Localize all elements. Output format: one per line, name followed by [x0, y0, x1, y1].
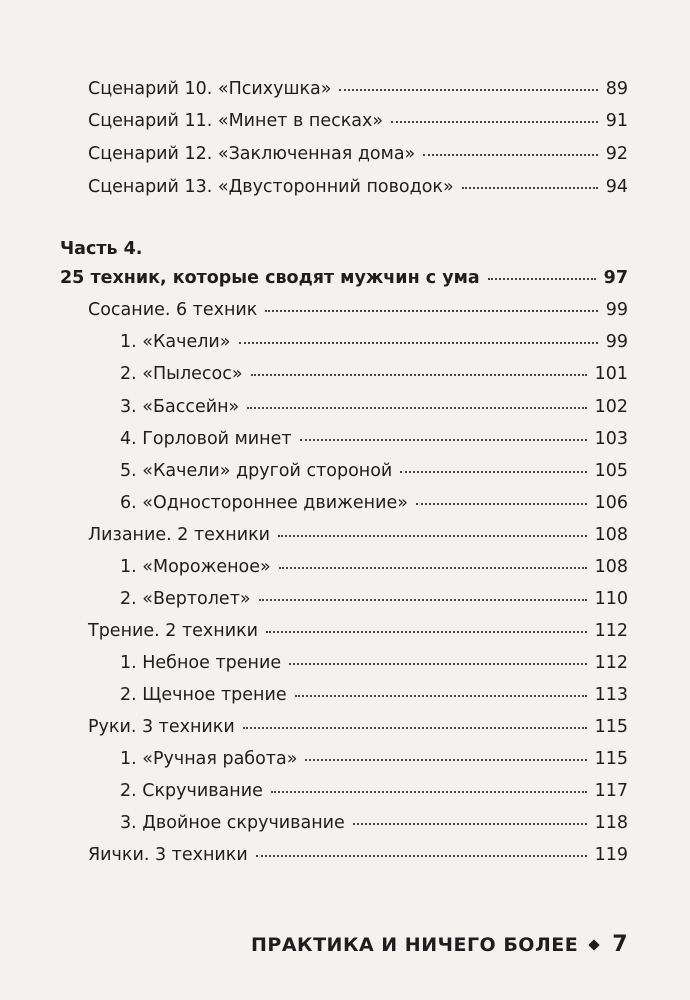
- toc-entry-page: 108: [594, 525, 628, 545]
- part-title: 25 техник, которые сводят мужчин с ума: [60, 268, 480, 288]
- toc-entry-page: 115: [594, 717, 628, 737]
- toc-entry-title: 1. «Мороженое»: [120, 557, 271, 577]
- leader-dots: [266, 630, 587, 633]
- toc-entry-page: 91: [605, 111, 628, 131]
- toc-entry: [120, 812, 628, 834]
- toc-section: [88, 716, 628, 738]
- toc-entry-page: 118: [594, 813, 628, 833]
- toc-entry: [120, 492, 628, 514]
- toc-entry-page: 105: [594, 461, 628, 481]
- toc-entry-page: 99: [605, 300, 628, 320]
- toc-entry-page: 94: [605, 177, 628, 197]
- leader-dots: [278, 534, 587, 537]
- leader-dots: [259, 598, 587, 601]
- toc-entry-title: 3. «Бассейн»: [120, 397, 240, 417]
- leader-dots: [462, 186, 598, 189]
- toc-section: [88, 620, 628, 642]
- toc-entry-title: Сосание. 6 техник: [88, 300, 258, 320]
- leader-dots: [239, 341, 598, 344]
- toc-entry-page: 103: [594, 429, 628, 449]
- toc-entry: [88, 78, 628, 100]
- leader-dots: [488, 277, 596, 280]
- toc-entry-title: Яички. 3 техники: [88, 845, 248, 865]
- toc-entry-title: 6. «Одностороннее движение»: [120, 493, 408, 513]
- toc-entry-page: 117: [594, 781, 628, 801]
- toc-section: [88, 299, 628, 321]
- part-label: Часть 4.: [60, 239, 143, 259]
- running-title: ПРАКТИКА И НИЧЕГО БОЛЕЕ: [251, 933, 579, 956]
- toc-entry-title: 2. «Вертолет»: [120, 589, 251, 609]
- toc-entry: [88, 176, 628, 198]
- toc-entry-page: 102: [594, 397, 628, 417]
- toc-entry: [120, 556, 628, 578]
- toc-entry: [120, 396, 628, 418]
- toc-entry-page: 115: [594, 749, 628, 769]
- toc-entry-title: 3. Двойное скручивание: [120, 813, 345, 833]
- toc-entry: [120, 780, 628, 802]
- toc-entry-page: 112: [594, 621, 628, 641]
- leader-dots: [353, 822, 587, 825]
- leader-dots: [300, 438, 587, 441]
- leader-dots: [305, 758, 586, 761]
- leader-dots: [295, 694, 587, 697]
- toc-entry: [88, 110, 628, 132]
- part-title-entry: [60, 267, 628, 289]
- toc-entry: [120, 460, 628, 482]
- toc-entry: [120, 331, 628, 353]
- toc-entry-page: 106: [594, 493, 628, 513]
- leader-dots: [400, 470, 586, 473]
- toc-entry-title: 5. «Качели» другой стороной: [120, 461, 393, 481]
- leader-dots: [339, 88, 597, 91]
- toc-entry: [120, 684, 628, 706]
- toc-entry: [120, 428, 628, 450]
- toc-entry-page: 112: [594, 653, 628, 673]
- leader-dots: [256, 854, 587, 857]
- leader-dots: [247, 406, 586, 409]
- leader-dots: [391, 120, 598, 123]
- toc-entry-page: 113: [594, 685, 628, 705]
- leader-dots: [416, 502, 587, 505]
- toc-entry-title: Лизание. 2 техники: [88, 525, 271, 545]
- page-footer: [245, 932, 628, 957]
- leader-dots: [289, 662, 586, 665]
- toc-entry: [88, 143, 628, 165]
- toc-entry-title: Сценарий 12. «Заключенная дома»: [88, 144, 416, 164]
- toc-entry-title: 1. Небное трение: [120, 653, 282, 673]
- toc-entry-title: 2. «Пылесос»: [120, 364, 243, 384]
- toc-entry: [120, 748, 628, 770]
- leader-dots: [271, 790, 587, 793]
- toc-entry-page: 108: [594, 557, 628, 577]
- page-number: 7: [612, 932, 628, 957]
- toc-entry-title: Сценарий 10. «Психушка»: [88, 79, 332, 99]
- toc-entry-page: 99: [605, 332, 628, 352]
- leader-dots: [243, 726, 587, 729]
- toc-entry-page: 92: [605, 144, 628, 164]
- leader-dots: [423, 153, 597, 156]
- toc-entry-title: 4. Горловой минет: [120, 429, 292, 449]
- toc-entry-title: Сценарий 11. «Минет в песках»: [88, 111, 384, 131]
- part-page: 97: [603, 268, 628, 288]
- toc-entry: [120, 652, 628, 674]
- toc-section: [88, 844, 628, 866]
- diamond-icon: [589, 939, 600, 950]
- leader-dots: [251, 373, 587, 376]
- toc-entry-title: Трение. 2 техники: [88, 621, 259, 641]
- toc-entry-title: 1. «Качели»: [120, 332, 231, 352]
- toc-entry-title: 2. Щечное трение: [120, 685, 287, 705]
- leader-dots: [265, 309, 597, 312]
- leader-dots: [279, 566, 587, 569]
- toc-entry-title: 2. Скручивание: [120, 781, 263, 801]
- toc-entry-title: Руки. 3 техники: [88, 717, 235, 737]
- toc-entry-title: Сценарий 13. «Двусторонний поводок»: [88, 177, 454, 197]
- toc-entry: [120, 588, 628, 610]
- toc-entry-page: 119: [594, 845, 628, 865]
- toc-section: [88, 524, 628, 546]
- toc-entry-title: 1. «Ручная работа»: [120, 749, 298, 769]
- toc-entry-page: 89: [605, 79, 628, 99]
- toc-entry-page: 101: [594, 364, 628, 384]
- toc-entry: [120, 363, 628, 385]
- toc-entry-page: 110: [594, 589, 628, 609]
